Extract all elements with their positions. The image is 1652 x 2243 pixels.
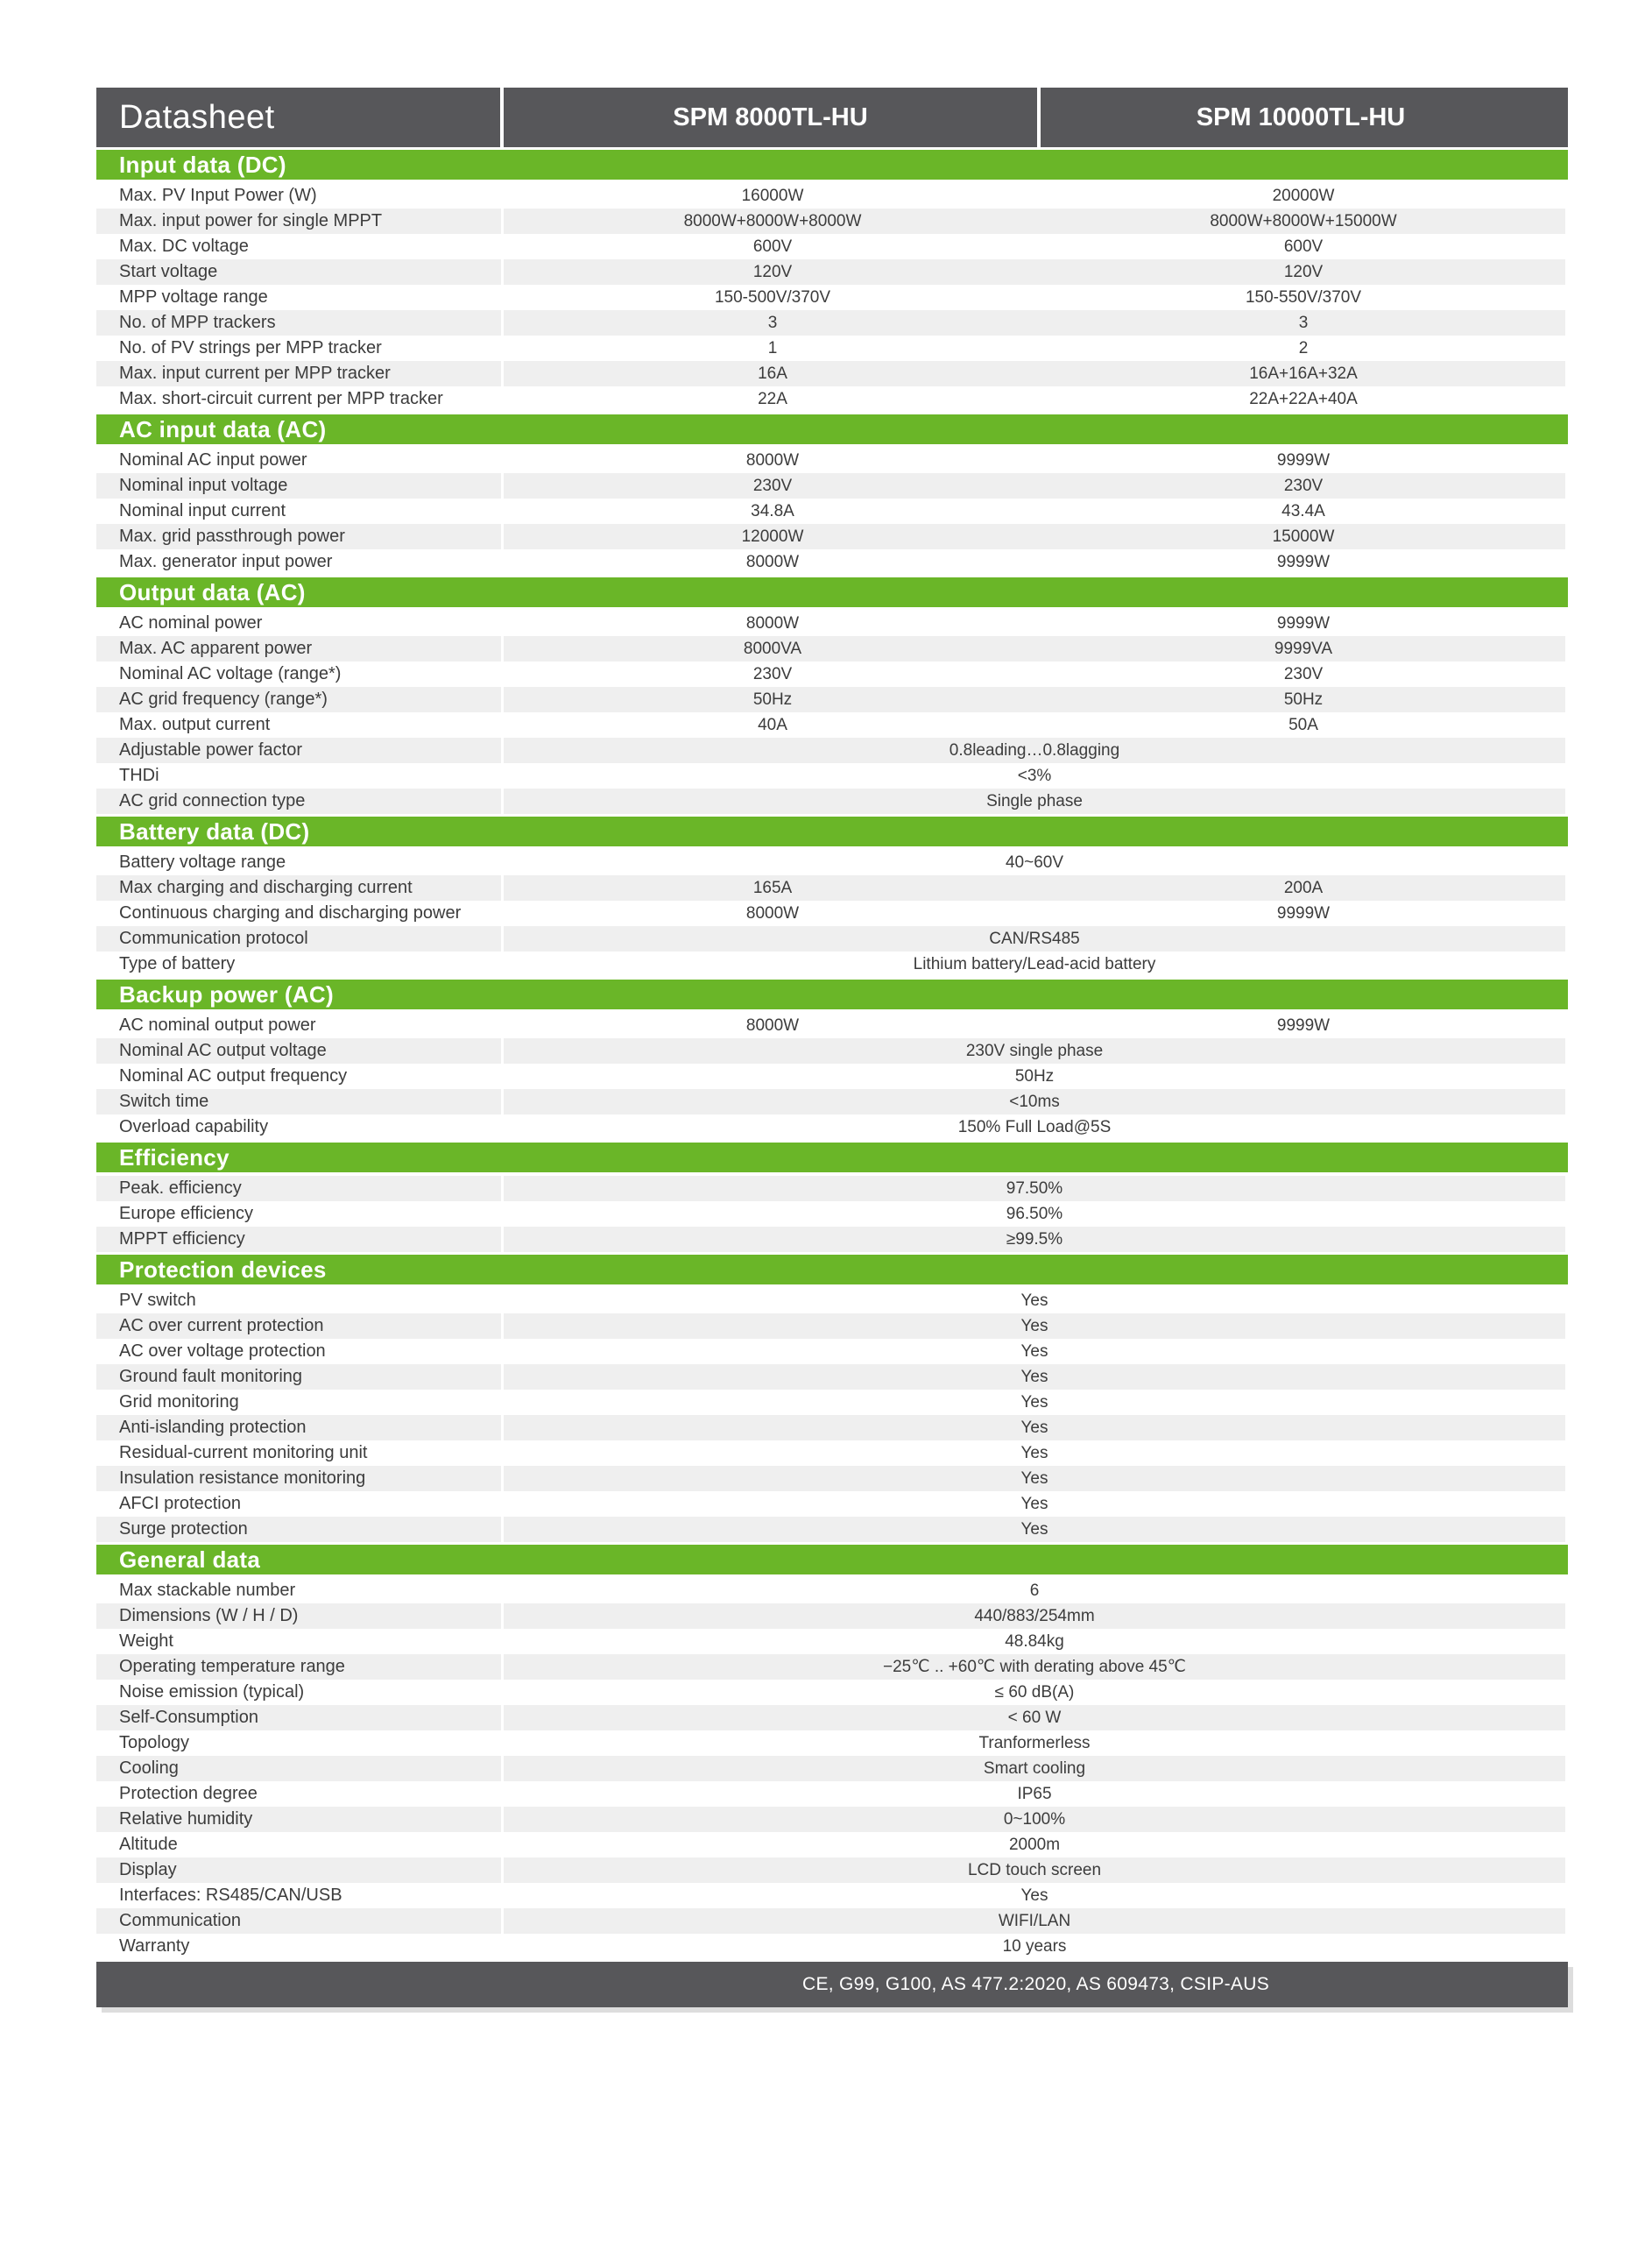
row-value-model-2: 9999W [1041,611,1565,636]
row-value-model-1: 8000W [504,901,1041,926]
row-label: Nominal input current [96,499,504,524]
table-row [96,1390,1568,1415]
row-value-model-1: 165A [504,875,1041,901]
row-label: Insulation resistance monitoring [96,1466,504,1491]
row-value-model-1: 16A [504,361,1041,386]
table-row [96,1038,1568,1064]
table-row [96,499,1568,524]
table-row [96,1491,1568,1517]
row-value-shared: 97.50% [504,1176,1565,1201]
row-value-shared: Smart cooling [504,1756,1565,1781]
row-label: THDi [96,763,504,789]
table-row [96,1089,1568,1114]
row-value-shared: Yes [504,1313,1565,1339]
row-label: Peak. efficiency [96,1176,504,1201]
row-value-shared: 96.50% [504,1201,1565,1227]
table-row [96,1440,1568,1466]
row-value-shared: ≤ 60 dB(A) [504,1680,1565,1705]
table-row [96,1883,1568,1908]
row-value-shared: WIFI/LAN [504,1908,1565,1934]
table-row [96,952,1568,977]
table-row [96,1629,1568,1654]
section-header: Output data (AC) [96,577,1568,607]
row-value-model-2: 9999W [1041,1013,1565,1038]
datasheet-title: Datasheet [96,88,504,147]
row-label: Residual-current monitoring unit [96,1440,504,1466]
row-value-model-1: 34.8A [504,499,1041,524]
row-value-model-2: 600V [1041,234,1565,259]
table-row [96,1857,1568,1883]
row-value-shared: Yes [504,1440,1565,1466]
row-value-model-2: 120V [1041,259,1565,285]
table-row [96,1114,1568,1140]
row-value-model-1: 230V [504,473,1041,499]
row-value-model-1: 150-500V/370V [504,285,1041,310]
row-label: MPP voltage range [96,285,504,310]
row-value-shared: 0~100% [504,1807,1565,1832]
model-column-header-1: SPM 8000TL-HU [504,88,1041,147]
row-label: AC nominal output power [96,1013,504,1038]
table-row [96,611,1568,636]
row-value-model-2: 16A+16A+32A [1041,361,1565,386]
row-value-shared: Yes [504,1466,1565,1491]
table-row [96,524,1568,549]
row-label: Max. output current [96,712,504,738]
row-value-model-1: 120V [504,259,1041,285]
row-value-shared: ≥99.5% [504,1227,1565,1252]
row-value-shared: <10ms [504,1089,1565,1114]
table-row [96,1339,1568,1364]
table-row [96,1832,1568,1857]
section-header: Battery data (DC) [96,817,1568,846]
table-row [96,209,1568,234]
table-row [96,473,1568,499]
row-label: Max. short-circuit current per MPP tracker [96,386,504,412]
row-label: MPPT efficiency [96,1227,504,1252]
table-row [96,1227,1568,1252]
table-row [96,901,1568,926]
row-value-model-2: 20000W [1041,183,1565,209]
row-label: Switch time [96,1089,504,1114]
table-row [96,1705,1568,1730]
section-header: AC input data (AC) [96,414,1568,444]
row-label: Start voltage [96,259,504,285]
row-value-model-1: 50Hz [504,687,1041,712]
row-label: Nominal AC output frequency [96,1064,504,1089]
row-value-model-1: 12000W [504,524,1041,549]
table-row [96,738,1568,763]
table-row [96,1680,1568,1705]
row-label: Weight [96,1629,504,1654]
row-value-shared: IP65 [504,1781,1565,1807]
table-row [96,1013,1568,1038]
table-row [96,336,1568,361]
row-label: No. of MPP trackers [96,310,504,336]
row-label: Ground fault monitoring [96,1364,504,1390]
row-label: Protection degree [96,1781,504,1807]
row-value-shared: Yes [504,1415,1565,1440]
row-label: Interfaces: RS485/CAN/USB [96,1883,504,1908]
table-row [96,361,1568,386]
row-value-shared: 230V single phase [504,1038,1565,1064]
row-value-model-1: 16000W [504,183,1041,209]
row-value-model-2: 9999W [1041,549,1565,575]
row-label: AC over voltage protection [96,1339,504,1364]
table-row [96,183,1568,209]
row-value-model-1: 600V [504,234,1041,259]
table-row [96,1807,1568,1832]
row-value-model-2: 9999W [1041,448,1565,473]
table-row [96,1756,1568,1781]
table-row [96,1517,1568,1542]
row-value-shared: <3% [504,763,1565,789]
table-row [96,448,1568,473]
table-row [96,259,1568,285]
table-row [96,850,1568,875]
row-value-shared: 2000m [504,1832,1565,1857]
spec-sections [96,150,1568,1959]
table-row [96,875,1568,901]
table-row [96,285,1568,310]
table-row [96,234,1568,259]
section-header: General data [96,1545,1568,1574]
row-label: Max. grid passthrough power [96,524,504,549]
row-label: Max stackable number [96,1578,504,1603]
table-row [96,687,1568,712]
row-label: PV switch [96,1288,504,1313]
table-row [96,310,1568,336]
row-label: Operating temperature range [96,1654,504,1680]
row-label: No. of PV strings per MPP tracker [96,336,504,361]
row-label: AFCI protection [96,1491,504,1517]
row-value-shared: 0.8leading…0.8lagging [504,738,1565,763]
row-label: Noise emission (typical) [96,1680,504,1705]
row-label: Grid monitoring [96,1390,504,1415]
row-label: Overload capability [96,1114,504,1140]
row-label: Max. generator input power [96,549,504,575]
row-label: Nominal input voltage [96,473,504,499]
row-label: Nominal AC output voltage [96,1038,504,1064]
table-row [96,926,1568,952]
row-value-model-1: 3 [504,310,1041,336]
row-value-shared: Yes [504,1491,1565,1517]
section-header: Efficiency [96,1143,1568,1172]
table-row [96,1654,1568,1680]
row-value-shared: Yes [504,1517,1565,1542]
table-row [96,789,1568,814]
table-row [96,1064,1568,1089]
row-label: Continuous charging and discharging power [96,901,504,926]
row-label: Dimensions (W / H / D) [96,1603,504,1629]
row-value-model-2: 230V [1041,473,1565,499]
table-row [96,1934,1568,1959]
row-label: AC nominal power [96,611,504,636]
section-header: Backup power (AC) [96,980,1568,1009]
row-value-shared: LCD touch screen [504,1857,1565,1883]
row-value-model-2: 50Hz [1041,687,1565,712]
table-row [96,386,1568,412]
table-row [96,1578,1568,1603]
table-row [96,636,1568,662]
table-row [96,1781,1568,1807]
datasheet-table [96,88,1568,2007]
section-header: Protection devices [96,1255,1568,1284]
row-value-model-2: 43.4A [1041,499,1565,524]
row-value-model-2: 230V [1041,662,1565,687]
row-value-model-2: 150-550V/370V [1041,285,1565,310]
row-value-shared: 50Hz [504,1064,1565,1089]
row-value-model-1: 22A [504,386,1041,412]
row-label: AC over current protection [96,1313,504,1339]
row-value-model-2: 50A [1041,712,1565,738]
row-label: Warranty [96,1934,504,1959]
row-label: Max charging and discharging current [96,875,504,901]
row-label: Nominal AC voltage (range*) [96,662,504,687]
row-label: Europe efficiency [96,1201,504,1227]
table-row [96,662,1568,687]
row-label: Max. AC apparent power [96,636,504,662]
row-value-shared: −25℃ .. +60℃ with derating above 45℃ [504,1654,1565,1680]
row-value-model-2: 22A+22A+40A [1041,386,1565,412]
row-value-model-1: 40A [504,712,1041,738]
row-label: Surge protection [96,1517,504,1542]
row-label: Display [96,1857,504,1883]
row-label: Communication [96,1908,504,1934]
row-value-shared: < 60 W [504,1705,1565,1730]
row-label: Communication protocol [96,926,504,952]
row-value-model-1: 8000W [504,611,1041,636]
row-value-shared: Yes [504,1364,1565,1390]
row-value-model-2: 9999W [1041,901,1565,926]
table-row [96,1466,1568,1491]
row-label: Max. DC voltage [96,234,504,259]
row-label: Cooling [96,1756,504,1781]
row-label: Battery voltage range [96,850,504,875]
row-value-shared: Yes [504,1288,1565,1313]
row-value-model-2: 9999VA [1041,636,1565,662]
row-value-model-2: 3 [1041,310,1565,336]
row-value-model-1: 8000W [504,549,1041,575]
row-label: Max. PV Input Power (W) [96,183,504,209]
certifications-footer [96,1962,1568,2007]
row-value-model-1: 230V [504,662,1041,687]
row-label: Adjustable power factor [96,738,504,763]
row-value-shared: Single phase [504,789,1565,814]
table-row [96,549,1568,575]
row-label: Altitude [96,1832,504,1857]
row-label: Anti-islanding protection [96,1415,504,1440]
row-value-model-1: 8000W+8000W+8000W [504,209,1041,234]
row-value-shared: 40~60V [504,850,1565,875]
row-value-shared: 6 [504,1578,1565,1603]
table-row [96,1603,1568,1629]
row-value-model-1: 1 [504,336,1041,361]
table-row [96,1201,1568,1227]
row-label: Max. input power for single MPPT [96,209,504,234]
row-label: Relative humidity [96,1807,504,1832]
row-label: Type of battery [96,952,504,977]
row-value-model-2: 200A [1041,875,1565,901]
row-value-model-2: 8000W+8000W+15000W [1041,209,1565,234]
row-value-shared: Yes [504,1390,1565,1415]
row-value-shared: Lithium battery/Lead-acid battery [504,952,1565,977]
table-row [96,1313,1568,1339]
certifications-text: CE, G99, G100, AS 477.2:2020, AS 609473, CSIP-AUS [801,1974,1270,1994]
row-label: AC grid connection type [96,789,504,814]
table-row [96,1730,1568,1756]
row-value-model-1: 8000W [504,1013,1041,1038]
row-label: Max. input current per MPP tracker [96,361,504,386]
row-label: Topology [96,1730,504,1756]
table-row [96,763,1568,789]
row-value-shared: 10 years [504,1934,1565,1959]
row-value-model-2: 15000W [1041,524,1565,549]
row-value-model-1: 8000VA [504,636,1041,662]
table-row [96,1288,1568,1313]
row-value-model-1: 8000W [504,448,1041,473]
section-header: Input data (DC) [96,150,1568,180]
row-value-shared: Tranformerless [504,1730,1565,1756]
row-label: AC grid frequency (range*) [96,687,504,712]
row-value-shared: CAN/RS485 [504,926,1565,952]
row-label: Self-Consumption [96,1705,504,1730]
table-header-row [96,88,1568,147]
table-row [96,1176,1568,1201]
table-row [96,1364,1568,1390]
row-value-shared: Yes [504,1339,1565,1364]
table-row [96,1415,1568,1440]
model-column-header-2: SPM 10000TL-HU [1196,103,1406,131]
row-value-shared: 440/883/254mm [504,1603,1565,1629]
row-value-shared: 150% Full Load@5S [504,1114,1565,1140]
row-label: Nominal AC input power [96,448,504,473]
table-row [96,1908,1568,1934]
row-value-shared: 48.84kg [504,1629,1565,1654]
row-value-model-2: 2 [1041,336,1565,361]
row-value-shared: Yes [504,1883,1565,1908]
table-row [96,712,1568,738]
